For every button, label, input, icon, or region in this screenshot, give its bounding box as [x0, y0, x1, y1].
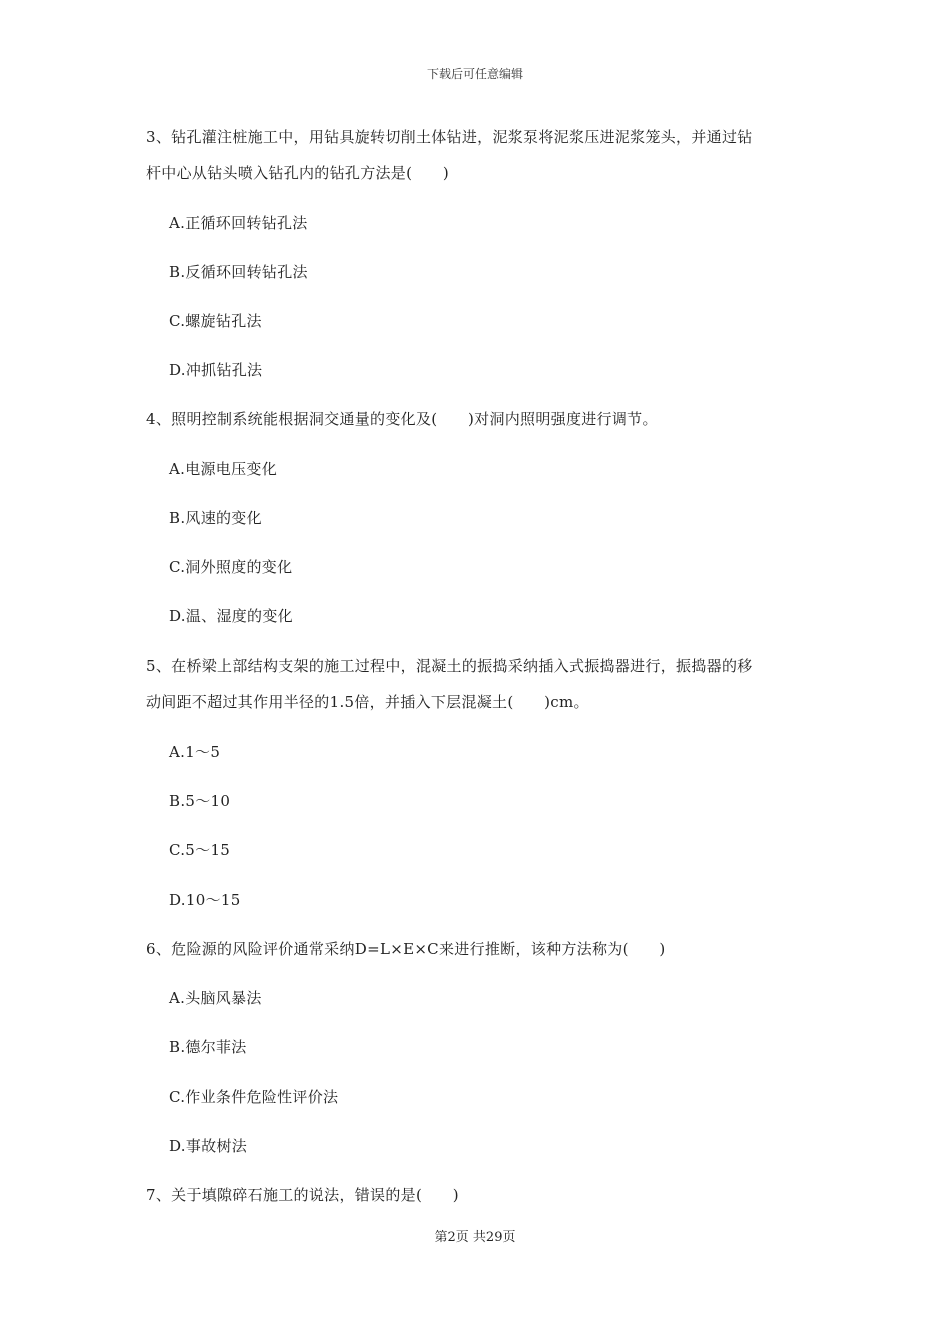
question-3-stem-line-2: 杆中心从钻头喷入钻孔内的钻孔方法是( ) [146, 164, 450, 182]
question-5-option-d: D.10～15 [169, 891, 241, 909]
question-4-stem-line-1: 4、照明控制系统能根据洞交通量的变化及( )对洞内照明强度进行调节。 [146, 410, 658, 428]
question-6-option-c: C.作业条件危险性评价法 [169, 1088, 339, 1106]
page-footer: 第2页 共29页 [434, 1230, 516, 1245]
question-6-option-b: B.德尔菲法 [169, 1038, 247, 1056]
question-5-option-a: A.1～5 [169, 743, 221, 761]
question-5-stem-line-2: 动间距不超过其作用半径的1.5倍，并插入下层混凝土( )cm。 [146, 693, 589, 711]
question-7-stem-line-1: 7、关于填隙碎石施工的说法，错误的是( ) [146, 1186, 459, 1204]
question-3-stem-line-1: 3、钻孔灌注桩施工中，用钻具旋转切削土体钻进，泥浆泵将泥浆压进泥浆笼头，并通过钻 [146, 128, 753, 146]
question-3-option-c: C.螺旋钻孔法 [169, 312, 262, 330]
question-3-option-a: A.正循环回转钻孔法 [169, 214, 308, 232]
question-4-option-a: A.电源电压变化 [169, 460, 278, 478]
page-header: 下载后可任意编辑 [426, 67, 523, 81]
question-4-option-c: C.洞外照度的变化 [169, 558, 293, 576]
question-3-option-b: B.反循环回转钻孔法 [169, 263, 308, 281]
question-6-option-d: D.事故树法 [169, 1137, 248, 1155]
question-3-option-d: D.冲抓钻孔法 [169, 361, 263, 379]
question-5-stem-line-1: 5、在桥梁上部结构支架的施工过程中，混凝土的振捣采纳插入式振捣器进行，振捣器的移 [146, 657, 753, 675]
question-6-option-a: A.头脑风暴法 [169, 989, 262, 1007]
question-4-option-b: B.风速的变化 [169, 509, 262, 527]
question-5-option-c: C.5～15 [169, 841, 231, 859]
question-6-stem-line-1: 6、危险源的风险评价通常采纳D=L×E×C来进行推断，该种方法称为( ) [146, 940, 666, 958]
question-5-option-b: B.5～10 [169, 792, 231, 810]
question-4-option-d: D.温、湿度的变化 [169, 607, 293, 625]
